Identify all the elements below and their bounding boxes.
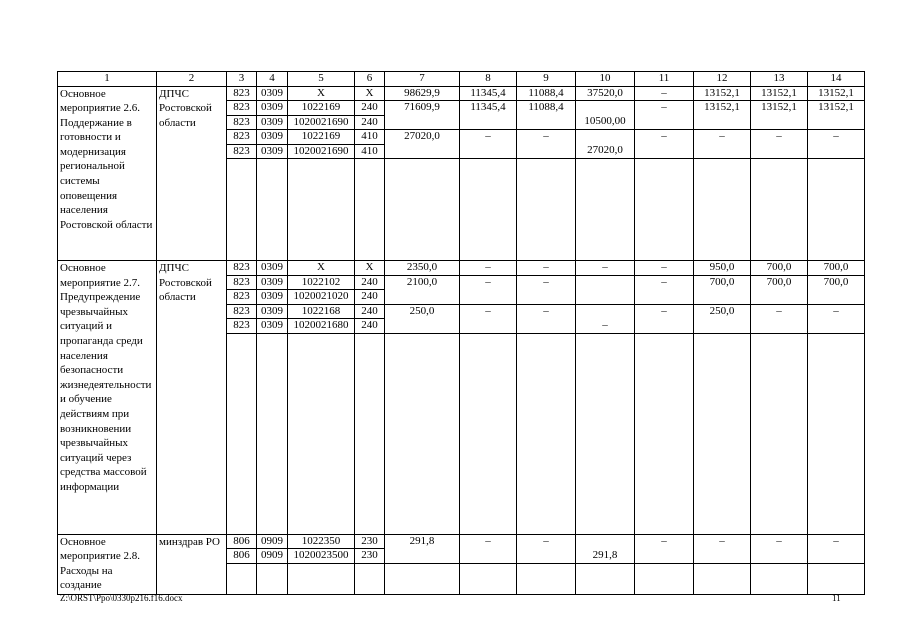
cell [635, 290, 694, 305]
cell [751, 159, 808, 261]
cell [751, 115, 808, 130]
cell [808, 549, 865, 564]
cell: 0309 [257, 115, 288, 130]
cell [694, 319, 751, 334]
cell: – [460, 304, 517, 319]
cell: 250,0 [385, 304, 460, 319]
cell: 11088,4 [517, 86, 576, 101]
cell [751, 319, 808, 334]
cell: 10500,00 [576, 115, 635, 130]
budget-table [57, 71, 865, 595]
cell [635, 159, 694, 261]
cell: 0309 [257, 144, 288, 159]
cell: 700,0 [751, 261, 808, 276]
cell [808, 319, 865, 334]
cell [694, 290, 751, 305]
cell: – [517, 275, 576, 290]
cell: 0309 [257, 319, 288, 334]
col-header: 1 [58, 72, 157, 87]
cell: 410 [355, 130, 385, 145]
cell [808, 563, 865, 594]
cell: 0309 [257, 86, 288, 101]
cell [227, 333, 257, 534]
cell [355, 333, 385, 534]
col-header: 14 [808, 72, 865, 87]
cell [460, 115, 517, 130]
cell: – [460, 130, 517, 145]
cell: 230 [355, 534, 385, 549]
cell: X [288, 261, 355, 276]
cell: 98629,9 [385, 86, 460, 101]
cell: 37520,0 [576, 86, 635, 101]
cell [576, 333, 635, 534]
cell [288, 159, 355, 261]
cell [517, 549, 576, 564]
cell: 1022169 [288, 130, 355, 145]
cell: – [635, 275, 694, 290]
cell: – [635, 101, 694, 116]
cell [460, 549, 517, 564]
cell: X [355, 86, 385, 101]
cell: 291,8 [576, 549, 635, 564]
file-path: Z:\ORST\Ppo\0330p216.f16.docx [60, 593, 183, 603]
cell: – [576, 319, 635, 334]
cell: 11345,4 [460, 101, 517, 116]
cell [751, 563, 808, 594]
cell [460, 333, 517, 534]
cell: 0309 [257, 304, 288, 319]
cell: 13152,1 [808, 101, 865, 116]
col-header: 8 [460, 72, 517, 87]
cell [635, 333, 694, 534]
cell [517, 563, 576, 594]
cell: 240 [355, 290, 385, 305]
cell [257, 563, 288, 594]
cell: – [517, 261, 576, 276]
cell [460, 159, 517, 261]
cell [385, 290, 460, 305]
cell: 240 [355, 304, 385, 319]
cell: X [355, 261, 385, 276]
cell: 823 [227, 319, 257, 334]
cell: 13152,1 [808, 86, 865, 101]
cell: 250,0 [694, 304, 751, 319]
cell: 806 [227, 534, 257, 549]
cell [576, 275, 635, 290]
col-header: 9 [517, 72, 576, 87]
measure-name: Основное мероприятие 2.8. Расходы на создание [58, 534, 157, 594]
col-header: 3 [227, 72, 257, 87]
cell: 0309 [257, 290, 288, 305]
cell: 11088,4 [517, 101, 576, 116]
col-header: 2 [157, 72, 227, 87]
table-row [58, 86, 865, 101]
table-row [58, 261, 865, 276]
cell [751, 549, 808, 564]
cell [355, 563, 385, 594]
cell: – [808, 534, 865, 549]
cell [751, 290, 808, 305]
cell: – [460, 261, 517, 276]
cell: 1022102 [288, 275, 355, 290]
cell [517, 159, 576, 261]
cell: 823 [227, 261, 257, 276]
cell [808, 159, 865, 261]
cell [635, 144, 694, 159]
cell: 240 [355, 275, 385, 290]
cell: – [635, 130, 694, 145]
cell: 2350,0 [385, 261, 460, 276]
cell: 823 [227, 144, 257, 159]
cell: 1022169 [288, 101, 355, 116]
cell [385, 549, 460, 564]
cell [385, 333, 460, 534]
cell [576, 304, 635, 319]
executor: ДПЧС Ростовской области [157, 261, 227, 535]
cell: 240 [355, 101, 385, 116]
cell [460, 144, 517, 159]
col-header: 6 [355, 72, 385, 87]
cell [576, 159, 635, 261]
cell: 13152,1 [694, 86, 751, 101]
measure-name: Основное мероприятие 2.6. Поддержание в готовности и модернизация региональной системы оповещения населения Ростовской области [58, 86, 157, 261]
cell: 0309 [257, 130, 288, 145]
cell: X [288, 86, 355, 101]
cell [288, 563, 355, 594]
col-header: 10 [576, 72, 635, 87]
cell: 1020021690 [288, 144, 355, 159]
cell: 700,0 [808, 261, 865, 276]
cell [694, 549, 751, 564]
cell: 27020,0 [576, 144, 635, 159]
cell [460, 290, 517, 305]
cell: – [576, 261, 635, 276]
cell: – [635, 261, 694, 276]
cell [288, 333, 355, 534]
cell: 823 [227, 86, 257, 101]
cell [517, 290, 576, 305]
cell [385, 144, 460, 159]
cell [460, 563, 517, 594]
cell [355, 159, 385, 261]
cell: 700,0 [751, 275, 808, 290]
col-header: 4 [257, 72, 288, 87]
cell: 2100,0 [385, 275, 460, 290]
cell: – [751, 130, 808, 145]
cell: 27020,0 [385, 130, 460, 145]
cell: – [808, 304, 865, 319]
cell: 1020021690 [288, 115, 355, 130]
cell: 13152,1 [751, 86, 808, 101]
cell [635, 549, 694, 564]
cell: 11345,4 [460, 86, 517, 101]
cell [694, 159, 751, 261]
cell: 823 [227, 101, 257, 116]
cell [460, 319, 517, 334]
cell: 823 [227, 115, 257, 130]
cell [808, 290, 865, 305]
cell: – [694, 534, 751, 549]
cell [517, 319, 576, 334]
cell: 0909 [257, 534, 288, 549]
cell: 230 [355, 549, 385, 564]
cell: 1020023500 [288, 549, 355, 564]
cell [576, 534, 635, 549]
cell: – [808, 130, 865, 145]
cell: 823 [227, 290, 257, 305]
cell [751, 144, 808, 159]
cell [576, 130, 635, 145]
cell: 1020021680 [288, 319, 355, 334]
cell: 71609,9 [385, 101, 460, 116]
cell: 0909 [257, 549, 288, 564]
cell: 700,0 [808, 275, 865, 290]
cell [385, 319, 460, 334]
cell [808, 115, 865, 130]
executor: ДПЧС Ростовской области [157, 86, 227, 261]
cell: 1022350 [288, 534, 355, 549]
cell [385, 563, 460, 594]
cell: 700,0 [694, 275, 751, 290]
cell: 240 [355, 115, 385, 130]
cell [517, 333, 576, 534]
cell [517, 115, 576, 130]
cell: – [635, 534, 694, 549]
cell: 240 [355, 319, 385, 334]
executor: минздрав РО [157, 534, 227, 594]
cell [385, 159, 460, 261]
cell: – [517, 130, 576, 145]
cell: 823 [227, 304, 257, 319]
col-header: 11 [635, 72, 694, 87]
col-header: 7 [385, 72, 460, 87]
cell: – [751, 534, 808, 549]
cell: 13152,1 [751, 101, 808, 116]
cell: 806 [227, 549, 257, 564]
cell [808, 333, 865, 534]
header-row [58, 72, 865, 87]
cell [385, 115, 460, 130]
cell: 13152,1 [694, 101, 751, 116]
cell [257, 159, 288, 261]
cell [227, 563, 257, 594]
measure-name: Основное мероприятие 2.7. Предупреждение чрезвычайных ситуаций и пропаганда среди населения безопасности жизнедеятельности и обучение действиям при возникновении чрезвычайных ситуаций через средства массовой информации [58, 261, 157, 535]
cell [808, 144, 865, 159]
cell: 950,0 [694, 261, 751, 276]
cell [694, 563, 751, 594]
cell: – [460, 275, 517, 290]
cell [517, 144, 576, 159]
cell: 291,8 [385, 534, 460, 549]
cell: – [635, 304, 694, 319]
cell [576, 101, 635, 116]
col-header: 5 [288, 72, 355, 87]
cell: 823 [227, 130, 257, 145]
cell: – [460, 534, 517, 549]
cell [694, 333, 751, 534]
cell [694, 115, 751, 130]
cell [576, 290, 635, 305]
cell: – [517, 304, 576, 319]
cell: 0309 [257, 275, 288, 290]
cell [751, 333, 808, 534]
table-row [58, 534, 865, 549]
cell: – [517, 534, 576, 549]
cell: – [751, 304, 808, 319]
page-number: 11 [832, 593, 841, 603]
cell: 823 [227, 275, 257, 290]
cell: 0309 [257, 261, 288, 276]
cell [635, 115, 694, 130]
cell: 1022168 [288, 304, 355, 319]
col-header: 13 [751, 72, 808, 87]
cell [257, 333, 288, 534]
cell [576, 563, 635, 594]
cell: 410 [355, 144, 385, 159]
cell: 0309 [257, 101, 288, 116]
cell: – [694, 130, 751, 145]
cell [227, 159, 257, 261]
col-header: 12 [694, 72, 751, 87]
cell: – [635, 86, 694, 101]
cell [635, 319, 694, 334]
cell [694, 144, 751, 159]
cell: 1020021020 [288, 290, 355, 305]
cell [635, 563, 694, 594]
